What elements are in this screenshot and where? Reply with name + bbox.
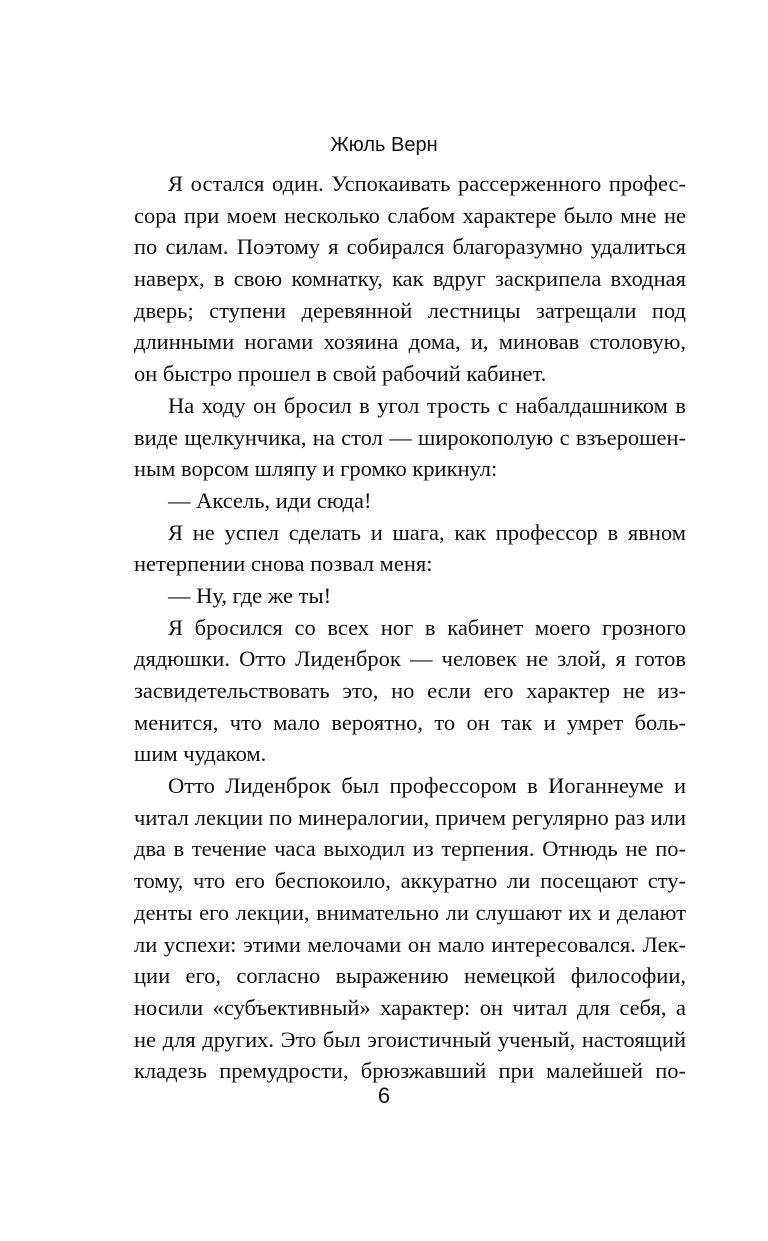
text-line: Я бросился со всех ног в кабинет моего грозного bbox=[168, 614, 686, 640]
text-line: виде щелкунчика, на стол — широкополую с взъерошен- bbox=[134, 424, 686, 450]
paragraph-dialogue-2 bbox=[134, 580, 686, 612]
text-line: дядюшки. Отто Лиденброк — человек не злой, я готов bbox=[134, 646, 686, 672]
text-line: он быстро прошел в свой рабочий кабинет. bbox=[134, 361, 547, 387]
running-head: Жюль Верн bbox=[330, 134, 438, 156]
paragraph-1 bbox=[134, 168, 686, 390]
text-line: сора при моем несколько слабом характере было мне не bbox=[134, 202, 686, 228]
text-line: шим чудаком. bbox=[134, 741, 267, 767]
text-line: ным ворсом шляпу и громко крикнул: bbox=[134, 456, 498, 482]
paragraph-5 bbox=[134, 770, 686, 1087]
text-line: дверь; ступени деревянной лестницы затрещали под bbox=[134, 297, 686, 323]
paragraph-2 bbox=[134, 390, 686, 485]
paragraph-3 bbox=[134, 517, 686, 580]
text-line: ли успехи: этими мелочами он мало интересовался. Лек- bbox=[134, 931, 686, 957]
text-line: Отто Лиденброк был профессором в Иоганнеуме и bbox=[168, 773, 686, 799]
paragraph-dialogue-1 bbox=[134, 485, 686, 517]
text-line: кладезь премудрости, брюзжавший при малейшей по- bbox=[134, 1058, 686, 1084]
text-line: два в течение часа выходил из терпения. Отнюдь не по- bbox=[134, 836, 686, 862]
text-line: наверх, в свою комнатку, как вдруг заскрипела входная bbox=[134, 266, 686, 292]
text-line: тому, что его беспокоило, аккуратно ли посещают сту- bbox=[134, 868, 686, 894]
text-line: носили «субъективный» характер: он читал для себя, а bbox=[134, 994, 686, 1020]
page-number: 6 bbox=[377, 1083, 391, 1108]
text-line: — Аксель, иди сюда! bbox=[168, 487, 372, 513]
text-line: засвидетельствовать это, но если его характер не из- bbox=[134, 678, 686, 703]
text-line: Я не успел сделать и шага, как профессор в явном bbox=[168, 519, 686, 545]
text-line: длинными ногами хозяина дома, и, миновав столовую, bbox=[134, 329, 686, 355]
text-line: На ходу он бросил в угол трость с набалдашником в bbox=[168, 392, 686, 418]
text-line: по силам. Поэтому я собирался благоразумно удалиться bbox=[134, 234, 686, 260]
text-line: читал лекции по минералогии, причем регулярно раз или bbox=[134, 804, 686, 830]
text-line: Я остался один. Успокаивать рассерженного профес- bbox=[168, 171, 686, 196]
text-line: денты его лекции, внимательно ли слушают их и делают bbox=[134, 899, 686, 925]
text-line: не для других. Это был эгоистичный ученый, настоящий bbox=[134, 1026, 686, 1052]
body-text bbox=[134, 168, 686, 1087]
text-line: менится, что мало вероятно, то он так и умрет боль- bbox=[134, 709, 686, 735]
text-line: — Ну, где же ты! bbox=[168, 582, 332, 608]
text-line: нетерпении снова позвал меня: bbox=[134, 551, 433, 577]
paragraph-4 bbox=[134, 612, 686, 770]
text-line: ции его, согласно выражению немецкой философии, bbox=[134, 963, 686, 989]
